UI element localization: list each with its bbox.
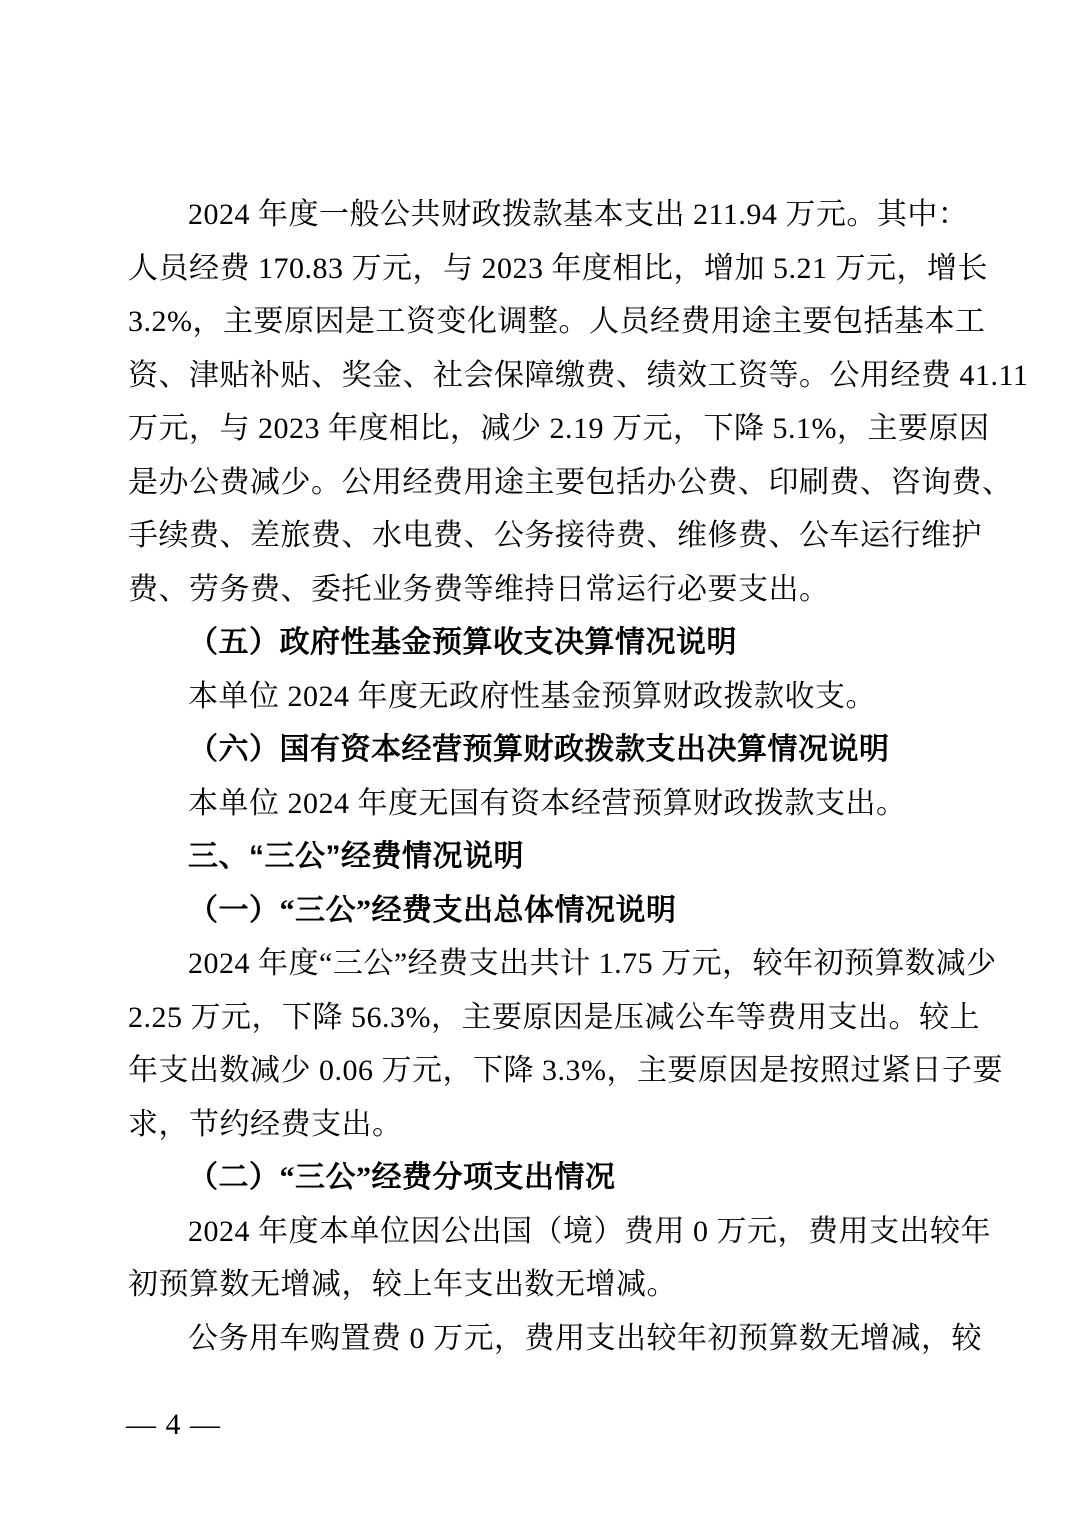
document-body (128, 188, 1029, 1365)
text-line: 2024 年度一般公共财政拨款基本支出 211.94 万元。其中： (188, 198, 969, 231)
text-line: 求，节约经费支出。 (128, 1107, 403, 1141)
text-line: 3.2%，主要原因是工资变化调整。人员经费用途主要包括基本工 (128, 305, 986, 338)
text-line: 2024 年度“三公”经费支出共计 1.75 万元，较年初预算数减少 (188, 947, 997, 980)
text-line: 本单位 2024 年度无政府性基金预算财政拨款收支。 (188, 679, 876, 713)
heading-line: （六）国有资本经营预算财政拨款支出决算情况说明 (188, 733, 890, 766)
text-line: 费、劳务费、委托业务费等维持日常运行必要支出。 (128, 572, 830, 606)
text-line: 初预算数无增减，较上年支出数无增减。 (128, 1268, 677, 1301)
text-line: 2.25 万元，下降 56.3%，主要原因是压减公车等费用支出。较上 (128, 1000, 980, 1034)
text-line: 手续费、差旅费、水电费、公务接待费、维修费、公车运行维护 (128, 519, 982, 552)
text-line: 公务用车购置费 0 万元，费用支出较年初预算数无增减，较 (188, 1321, 982, 1355)
page-footer (126, 1408, 221, 1442)
heading-line: 三、“三公”经费情况说明 (188, 840, 524, 873)
heading-line: （二）“三公”经费分项支出情况 (188, 1161, 616, 1194)
text-line: 2024 年度本单位因公出国（境）费用 0 万元，费用支出较年 (188, 1214, 991, 1248)
text-line: 是办公费减少。公用经费用途主要包括办公费、印刷费、咨询费、 (128, 465, 1013, 499)
text-line: 人员经费 170.83 万元，与 2023 年度相比，增加 5.21 万元，增长 (128, 251, 988, 285)
text-line: 年支出数减少 0.06 万元，下降 3.3%，主要原因是按照过紧日子要 (128, 1054, 1003, 1087)
heading-line: （五）政府性基金预算收支决算情况说明 (188, 626, 737, 659)
text-line: 资、津贴补贴、奖金、社会保障缴费、绩效工资等。公用经费 41.11 (128, 358, 1029, 392)
text-line: 万元，与 2023 年度相比，减少 2.19 万元，下降 5.1%，主要原因 (128, 412, 990, 445)
heading-line: （一）“三公”经费支出总体情况说明 (188, 893, 677, 927)
text-line: 本单位 2024 年度无国有资本经营预算财政拨款支出。 (188, 786, 907, 820)
page-number: — 4 — (126, 1408, 221, 1441)
